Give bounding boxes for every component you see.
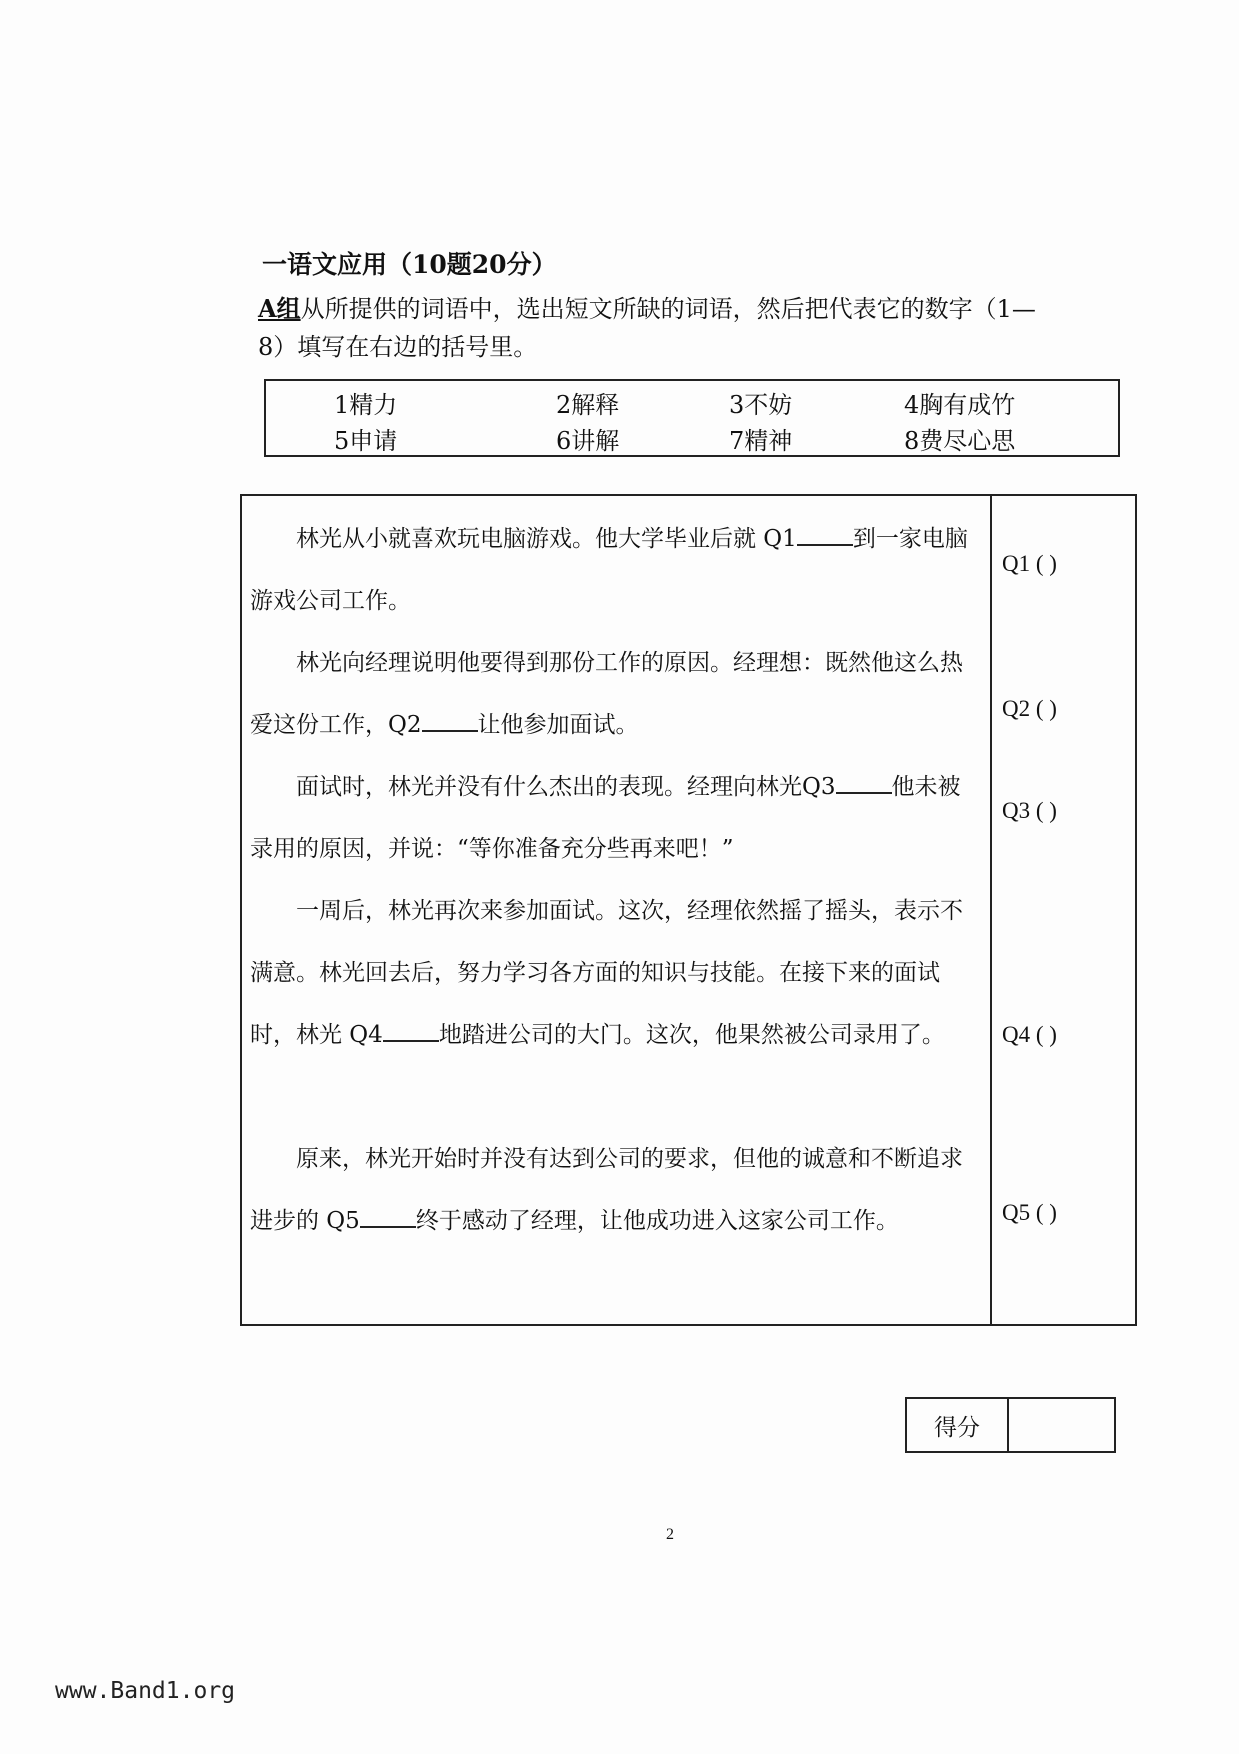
paragraph-text: 林光向经理说明他要得到那份工作的原因。经理想：既然他这么热爱这份工作，Q2	[250, 650, 963, 738]
section-title: 一语文应用（10题20分）	[262, 250, 557, 279]
paragraph-text: 让他参加面试。	[477, 712, 639, 738]
instructions	[258, 290, 1038, 366]
paragraph-text: 面试时，林光并没有什么杰出的表现。经理向林光Q3	[296, 774, 836, 800]
paragraph-text: 原来，林光开始时并没有达到公司的要求，但他的诚意和不断追求进步的 Q5	[250, 1146, 963, 1234]
word-option: 5申请	[334, 427, 398, 455]
score-label: 得分	[907, 1399, 1009, 1451]
word-option: 1精力	[334, 391, 398, 419]
paragraph-text: 地踏进公司的大门。这次，他果然被公司录用了。	[438, 1022, 945, 1048]
answer-slot-q2[interactable]: Q2 ( )	[1002, 696, 1057, 721]
word-option: 6讲解	[556, 427, 620, 455]
blank-q4[interactable]	[383, 1016, 439, 1042]
group-label: A组	[258, 294, 301, 323]
word-option: 2解释	[556, 391, 620, 419]
footer-url: www.Band1.org	[55, 1678, 236, 1704]
paragraph-4	[250, 880, 980, 1066]
blank-q2[interactable]	[422, 706, 478, 732]
word-option: 3不妨	[729, 391, 793, 419]
paragraph-3	[250, 756, 980, 880]
paragraph-text: 林光从小就喜欢玩电脑游戏。他大学毕业后就 Q1	[296, 526, 797, 552]
blank-q5[interactable]	[360, 1202, 416, 1228]
word-option: 4胸有成竹	[904, 391, 1016, 419]
paragraph-2	[250, 632, 980, 756]
word-option: 8费尽心思	[904, 427, 1016, 455]
page-number: 2	[666, 1526, 674, 1543]
answer-slot-q1[interactable]: Q1 ( )	[1002, 551, 1057, 576]
word-option: 7精神	[729, 427, 793, 455]
paragraph-5	[250, 1128, 980, 1252]
blank-q3[interactable]	[836, 768, 892, 794]
score-box	[905, 1397, 1116, 1453]
paragraph-text: 到一家电脑游戏公司工作。	[250, 526, 968, 614]
paragraph-text: 终于感动了经理，让他成功进入这家公司工作。	[415, 1208, 899, 1234]
answer-slot-q5[interactable]: Q5 ( )	[1002, 1200, 1057, 1225]
passage-box	[240, 494, 1137, 1326]
instruction-text: 从所提供的词语中，选出短文所缺的词语，然后把代表它的数字（1—8）填写在右边的括号里。	[258, 295, 1036, 361]
paragraph-text: 他未被录用的原因，并说：“等你准备充分些再来吧！”	[250, 774, 961, 862]
column-divider	[990, 496, 992, 1324]
word-bank	[264, 379, 1120, 457]
answer-slot-q3[interactable]: Q3 ( )	[1002, 798, 1057, 823]
paragraph-text: 一周后，林光再次来参加面试。这次，经理依然摇了摇头，表示不满意。林光回去后，努力学习各方面的知识与技能。在接下来的面试时，林光 Q4	[250, 898, 963, 1048]
paragraph-1	[250, 508, 980, 632]
blank-q1[interactable]	[797, 520, 853, 546]
answer-slot-q4[interactable]: Q4 ( )	[1002, 1022, 1057, 1047]
